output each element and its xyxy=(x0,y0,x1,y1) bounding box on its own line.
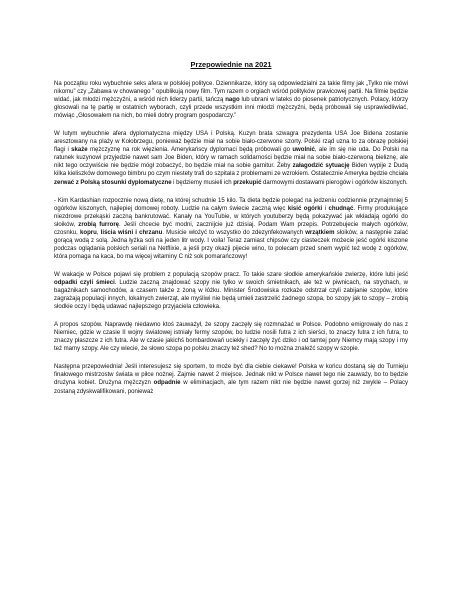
bold-phrase: wrzątkiem xyxy=(305,229,335,236)
bold-phrase: przekupić xyxy=(233,179,262,186)
paragraph-football-prediction xyxy=(54,363,408,395)
bold-phrase: chudnąć xyxy=(328,205,354,212)
text-run: W wakacje w Polsce pojawi się problem z populacją szopów pracz. To takie szare słodkie amerykańskie zwierzę, które lubi jeść xyxy=(54,271,408,278)
text-run: . Ludzie zaczną znajdować szopy nie tylko w swoich śmietnikach, ale też w piwnicach, na strychach, w bagażnikach samochodów, a czasem także z żoną w łóżku. Minister Środowiska rozkaże odstrzał czyli zabijanie szopów, które zagrażają populacji innych, lokalnych zwierząt, ale myśliwi nie będą umieli zastrzelić żadnego szopa, bo szopy jak to szopy – zrobią słodkie oczy i będą udawać najlepszego przyjaciela człowieka. xyxy=(54,279,408,311)
text-run: darmowymi dostawami pierogów i ogórków kiszonych. xyxy=(261,179,408,186)
text-run: lub ubrani w lateks do piosenek patriotycznych. Polacy, którzy głosowali na tę partię w ostatnich wyborach, czyli przede wszystkim inni młodzi mężczyźni, będą próbowali się usprawiedliwiać, mówiąc „Głosowałem na nich, bo mieli dobry program gospodarczy.” xyxy=(54,97,408,120)
text-run: słoików, a następnie zalać gorącą wodą z solą. Jedna łyżka soli na jeden litr wody. I voila! Teraz zamiast chipsów czy ciasteczek możecie jeść ogórki kiszone podczas oglądania polskich seriali na Netflixie, a jeśli przy okazji pijecie wino, to polecam przed snem wypić też wodę z ogórków, która pomaga na kaca, bo ma więcej witaminy C niż sok pomarańczowy! xyxy=(54,229,408,260)
text-run: - Kim Kardashian rozpocznie nową dietę, na której schudnie 15 kilo. Ta dieta będzie polegać na jedzeniu codziennie przynajmniej 5 ogórków kiszonych, najlepiej domowej roboty. Ludzie na całym świecie zaczną więc xyxy=(54,197,408,212)
bold-phrase: kisić ogórki xyxy=(287,205,323,212)
text-run: , xyxy=(96,229,101,236)
text-run: w eliminacjach, ale tym razem nikt nie będzie nawet gorzej niż zwykle – Polacy zostaną zdyskwalifikowani, ponieważ xyxy=(54,380,408,395)
bold-phrase: odpadki czyli śmieci xyxy=(54,279,115,286)
text-run: . Firmy produkujące niezdrowe przekąski zaczną bankrutować. Kanały na YouTubie, w których youtuberzy będą pokazywać jak wkładają ogórki do słoików, xyxy=(54,205,408,228)
text-run: . Musicie włożyć to wszystko do zdezynfekowanych xyxy=(162,229,306,236)
text-run: Biden wypije z Dudą kilka kieliszków domowego bimbru po czym niestety trafi do szpitala z problemami ze wzrokiem. Ostatecznie Ameryka będzie chciała xyxy=(54,163,409,178)
bold-phrase: skaże xyxy=(71,147,88,154)
paragraph-pickle-diet xyxy=(54,197,408,261)
text-run: W lutym wybuchnie afera dyplomatyczna między USA i Polską. Kuzyn brata szwagra prezydenta USA Joe Bidena zostanie aresztowany na plaży w Kołobrzegu, ponieważ będzie miał na sobie biało-czerwone szorty. Polski rząd uzna to za obrazę polskiej flagi i xyxy=(54,131,408,154)
text-run: Na początku roku wybuchnie seks afera w polskiej polityce. Dziennikarze, który są odpowiedzialni za takie filmy jak „Tylko nie mówi nikomu” czy „Zabawa w chowanego ” opublikują nowy film. Tym razem o orgiach wśród polityków prawicowej partii. Na filmie będzie widać, jak młodzi mężczyźni, a wśród nich liderzy partii, tańczą xyxy=(54,81,408,104)
bold-phrase: uwolnić xyxy=(292,147,315,154)
text-run: , ale im się nie uda. Do Polski na ratunek kuzynowi przyjedzie nawet sam Joe Biden, który w ramach solidarności będzie miał na sobie biało-czerwoną bieliznę, ale nikt tego oczywiście nie będzie mógł zobaczyć, bo będzie miał na sobie garnitur. Żeby xyxy=(54,147,408,170)
bold-phrase: liścia wiśni i chrzanu xyxy=(100,229,163,236)
text-run: . Jeśli chcecie być modni, zacznijcie już dzisiaj. Podam Wam przepis. Potrzebujecie małych ogórków, czosnku, xyxy=(54,221,408,236)
text-run: mężczyznę na rok więzienia. Amerykańscy dyplomaci będą próbowali go xyxy=(87,147,293,154)
text-run: Następna przepowiednia! Jeśli interesujesz się sportem, to może być dla ciebie ciekawe! Polska w końcu dostaną się do Turnieju finałowego mistrzostw świata w piłce nożnej. Zajmie nawet 2 miejsce. Jednak nikt w Polsce nawet tego nie zauważy, bo to będzie drużyna kobiet. Drużyna mężczyzn xyxy=(54,364,408,387)
paragraph-sex-scandal xyxy=(54,80,408,120)
paragraph-raccoon-origin xyxy=(54,321,408,353)
text-run: i będziemy musieli ich xyxy=(171,179,234,186)
document-title: Przepowiednie na 2021 xyxy=(190,60,272,69)
bold-phrase: kopru xyxy=(80,229,97,236)
paragraph-diplomatic-affair xyxy=(54,130,408,186)
bold-phrase: nago xyxy=(225,97,240,104)
bold-phrase: załagodzić sytuację xyxy=(292,163,350,170)
paragraph-raccoon-problem xyxy=(54,271,408,311)
text-run: A propos szopów. Naprawdę niedawno ktoś zauważył, że szopy zaczęły się rozmnażać w Polsce. Podobno emigrowały do nas z Niemiec, gdzie w czasie II wojny światowej istniały fermy szopów, bo ludzie nosili futra z ich sierści, to znaczy futra z ich futra, to znaczy płaszcze z ich futra. Ale w czasie jakichś bombardowań uciekły i zaczęły żyć dziko i od tamtej pory Niemcy mają szopy i my też mamy szopy. Ale czy wiecie, że słowo szopa po polsku znaczy też shed? No to można znaleźć szopy w szopie. xyxy=(54,322,408,353)
bold-phrase: zrobią furrorę xyxy=(78,221,120,228)
bold-phrase: zerwać z Polską stosunki dyplomatyczne xyxy=(54,179,172,186)
text-run: i xyxy=(322,205,329,212)
bold-phrase: odpadnie xyxy=(153,380,181,387)
